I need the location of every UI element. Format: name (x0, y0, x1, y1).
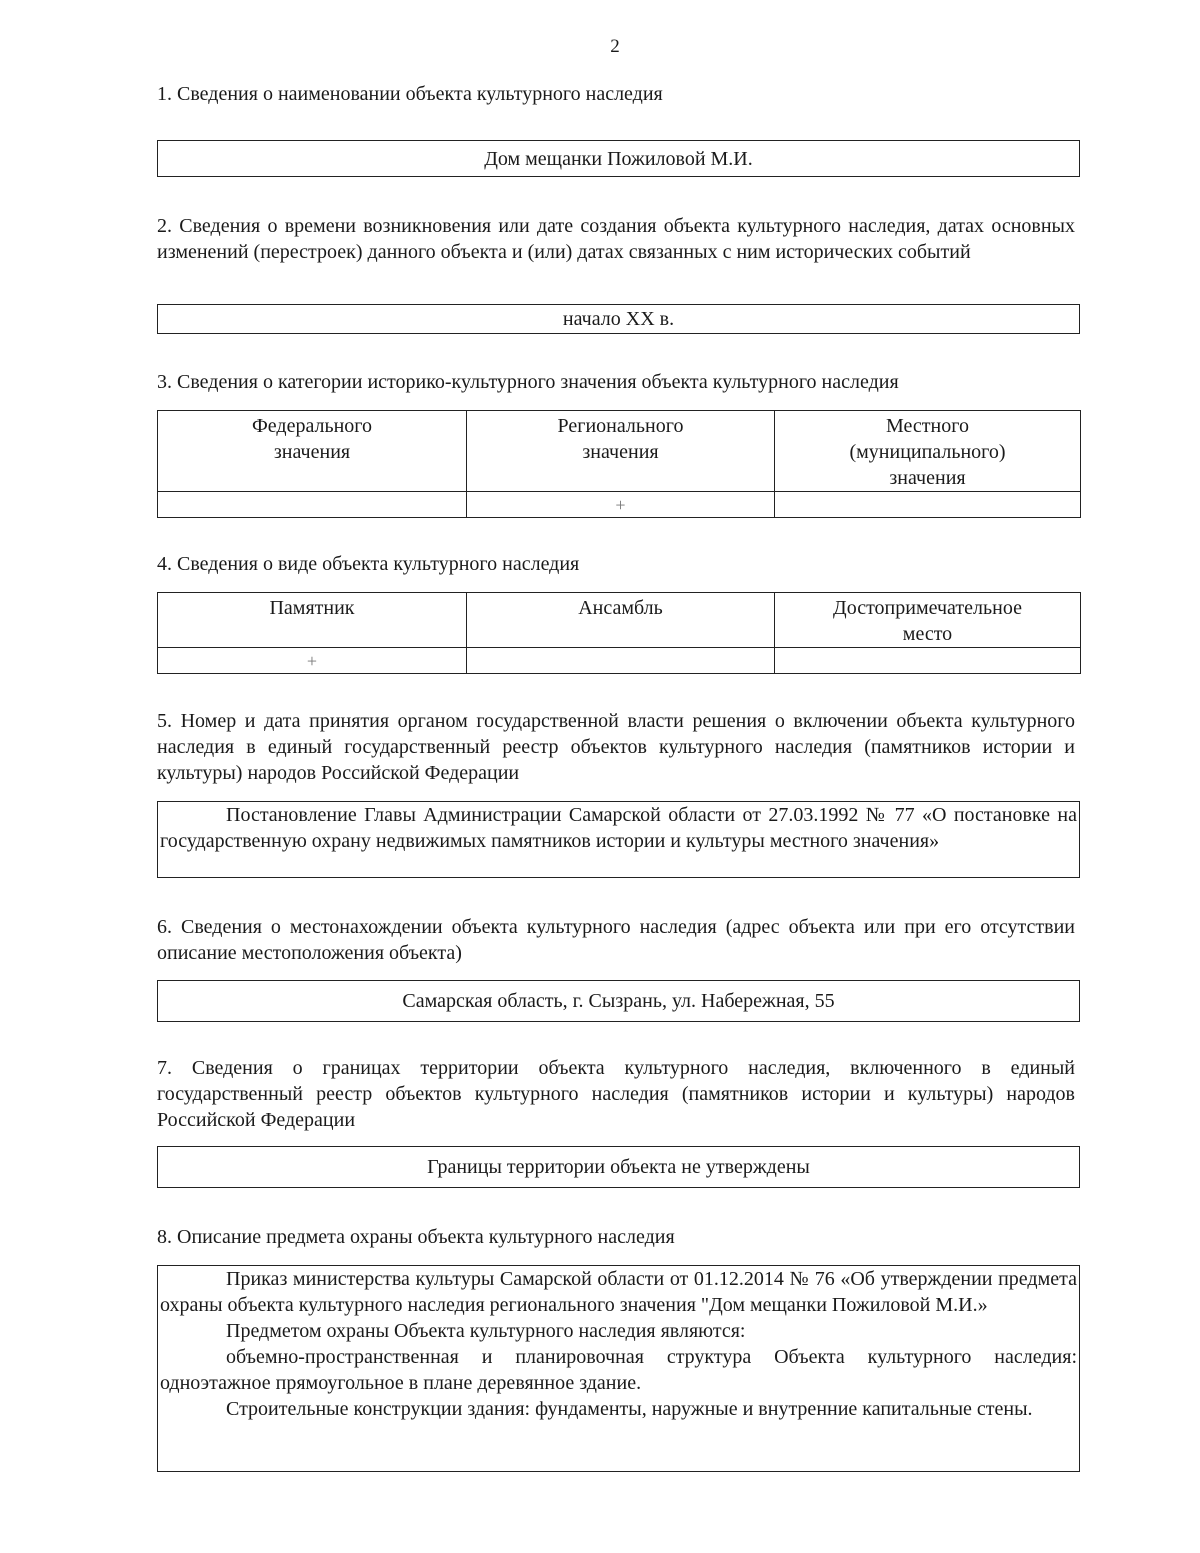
category-federal: Федерального значения (158, 411, 467, 492)
protection-subject-intro: Предметом охраны Объекта культурного наследия являются: (226, 1320, 746, 1342)
section-7-value-box (157, 1146, 1080, 1188)
category-local: Местного (муниципального) значения (775, 411, 1081, 492)
section-3-heading: 3. Сведения о категории историко-культурного значения объекта культурного наследия (157, 371, 899, 393)
type-landmark: Достопримечательное место (775, 593, 1081, 648)
section-4-heading: 4. Сведения о виде объекта культурного наследия (157, 553, 580, 575)
object-type-header-row (158, 593, 1081, 648)
section-5-value-box (157, 801, 1080, 878)
section-7-heading: 7. Сведения о границах территории объекта культурного наследия, включенного в единый государственный реестр объектов культурного наследия (памятников истории и культуры) народов Российской Федерации (157, 1057, 1075, 1131)
object-name: Дом мещанки Пожиловой М.И. (484, 147, 753, 170)
category-regional: Регионального значения (467, 411, 775, 492)
object-type-table (157, 592, 1081, 674)
type-landmark-mark (775, 648, 1081, 674)
category-federal-mark (158, 492, 467, 518)
category-local-mark (775, 492, 1081, 518)
page-number: 2 (610, 36, 620, 57)
section-1-value-box (157, 140, 1080, 177)
type-ensemble: Ансамбль (467, 593, 775, 648)
section-2-heading: 2. Сведения о времени возникновения или дате создания объекта культурного наследия, датах основных изменений (перестроек) данного объекта и (или) датах связанных с ним исторических событий (157, 215, 1075, 263)
protection-structure: объемно-пространственная и планировочная структура Объекта культурного наследия: одноэтажное прямоугольное в плане деревянное здание. (160, 1346, 1077, 1394)
type-ensemble-mark (467, 648, 775, 674)
territory-boundaries: Границы территории объекта не утверждены (427, 1156, 810, 1178)
creation-date: начало XX в. (562, 308, 675, 330)
registry-decision: Постановление Главы Администрации Самарской области от 27.03.1992 № 77 «О постановке на государственную охрану недвижимых памятников истории и культуры местного значения» (160, 804, 1077, 852)
section-8-value-box (157, 1265, 1080, 1472)
object-type-mark-row (158, 648, 1081, 674)
protection-constructions: Строительные конструкции здания: фундаменты, наружные и внутренние капитальные стены. (226, 1398, 1033, 1420)
category-regional-mark: + (467, 492, 775, 518)
section-6-heading: 6. Сведения о местонахождении объекта культурного наследия (адрес объекта или при его отсутствии описание местоположения объекта) (157, 916, 1075, 964)
category-header-row (158, 411, 1081, 492)
type-monument: Памятник (158, 593, 467, 648)
object-address: Самарская область, г. Сызрань, ул. Набережная, 55 (402, 990, 835, 1012)
section-5-heading: 5. Номер и дата принятия органом государственной власти решения о включении объекта культурного наследия в единый государственный реестр объектов культурного наследия (памятников истории и культуры) народов Российской Федерации (157, 710, 1075, 784)
section-8-heading: 8. Описание предмета охраны объекта культурного наследия (157, 1226, 675, 1248)
category-mark-row (158, 492, 1081, 518)
type-monument-mark: + (158, 648, 467, 674)
section-1-heading: 1. Сведения о наименовании объекта культурного наследия (157, 83, 663, 105)
section-2-value-box (157, 304, 1080, 334)
protection-order: Приказ министерства культуры Самарской области от 01.12.2014 № 76 «Об утверждении предмета охраны объекта культурного наследия регионального значения "Дом мещанки Пожиловой М.И.» (160, 1268, 1077, 1316)
section-6-value-box (157, 980, 1080, 1022)
category-table (157, 410, 1081, 518)
